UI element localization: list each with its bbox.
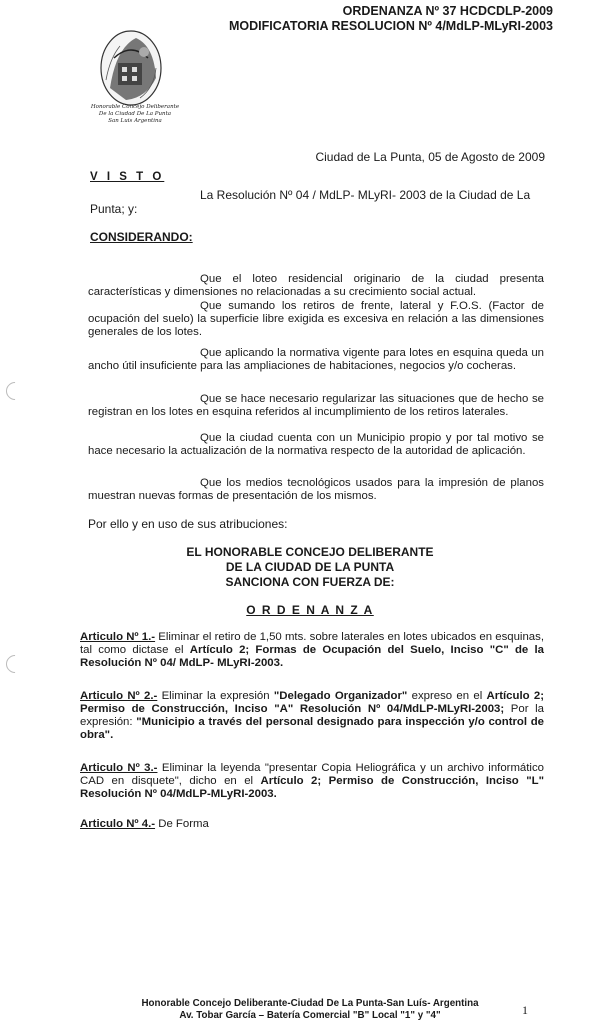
article-2-text-3: Por la expresión: <box>80 703 544 728</box>
page-number: 1 <box>522 1003 528 1017</box>
punch-hole-mark <box>2 651 27 676</box>
article-3-label: Articulo Nº 3.- <box>80 762 158 774</box>
article-3-text: Eliminar la leyenda "presentar Copia Heliográfica y un archivo informático CAD en disquete", dicho en el <box>80 762 544 787</box>
visto-text-1: La Resolución Nº 04 / MdLP- MLyRI- 2003 de la Ciudad de La <box>200 188 531 202</box>
article-2-text-2: expreso en el <box>407 690 487 702</box>
considerando-paragraph-4: Que se hace necesario regularizar las situaciones que de hecho se registran en los lotes en esquina referidos al incumplimiento de los retiros laterales. <box>88 393 544 418</box>
logo-caption-line: De la Ciudad De La Punta <box>98 111 172 117</box>
document-subtitle: MODIFICATORIA RESOLUCION Nº 4/MdLP-MLyRI-2003 <box>228 19 553 33</box>
article-2-text: Eliminar la expresión <box>157 690 274 702</box>
article-1-text: Eliminar el retiro de 1,50 mts. sobre laterales en lotes ubicados en esquinas, tal como dictase el <box>80 631 544 656</box>
council-seal-logo <box>96 28 166 108</box>
article-1-label: Articulo Nº 1.- <box>80 631 156 643</box>
footer-line-1: Honorable Concejo Deliberante-Ciudad De La Punta-San Luís- Argentina <box>141 998 479 1009</box>
sanciona-line-2: DE LA CIUDAD DE LA PUNTA <box>225 560 395 574</box>
considerando-paragraph-6: Que los medios tecnológicos usados para la impresión de planos muestran nuevas formas de presentación de los mismos. <box>88 477 544 502</box>
logo-caption <box>90 104 180 125</box>
article-4-text: De Forma <box>155 818 209 830</box>
article-2-new-expression: "Municipio a través del personal designado para inspección y/o control de obra". <box>80 716 545 741</box>
date-line: Ciudad de La Punta, 05 de Agosto de 2009 <box>315 150 545 164</box>
article-1 <box>80 631 544 670</box>
article-2-old-expression: "Delegado Organizador" <box>273 690 408 702</box>
article-4-label: Articulo Nº 4.- <box>80 818 156 830</box>
article-4 <box>80 818 544 831</box>
sanciona-line-1: EL HONORABLE CONCEJO DELIBERANTE <box>186 545 434 559</box>
article-2 <box>80 690 544 742</box>
footer-line-2: Av. Tobar García – Batería Comercial "B" Local "1" y "4" <box>179 1010 441 1021</box>
article-2-label: Articulo Nº 2.- <box>80 690 158 702</box>
visto-text-2: Punta; y: <box>90 202 138 216</box>
document-number: ORDENANZA Nº 37 HCDCDLP-2009 <box>342 4 553 18</box>
considerando-heading: CONSIDERANDO: <box>90 230 193 244</box>
sanciona-line-3: SANCIONA CON FUERZA DE: <box>225 575 395 589</box>
ordenanza-heading: O R D E N A N Z A <box>246 603 374 617</box>
article-3 <box>80 762 544 801</box>
logo-caption-line: San Luis Argentina <box>108 118 162 124</box>
visto-heading: V I S T O <box>90 171 165 183</box>
considerando-paragraph-5: Que la ciudad cuenta con un Municipio propio y por tal motivo se hace necesario la actualización de la normativa respecto de la autoridad de aplicación. <box>88 432 544 457</box>
considerando-paragraph-2: Que sumando los retiros de frente, lateral y F.O.S. (Factor de ocupación del suelo) la superficie libre exigida es excesiva en relación a las dimensiones generales de los lotes. <box>88 300 544 338</box>
article-3-reference: Artículo 2; Permiso de Construcción, Inciso "L" Resolución Nº 04/MdLP-MLyRI-2003. <box>80 775 544 800</box>
logo-caption-line: Honorable Concejo Deliberante <box>90 104 180 110</box>
punch-hole-mark <box>2 378 27 403</box>
considerando-paragraph-3: Que aplicando la normativa vigente para lotes en esquina queda un ancho útil insuficiente para las ampliaciones de habitaciones, negocios y/o cocheras. <box>88 347 544 372</box>
por-ello-text: Por ello y en uso de sus atribuciones: <box>88 517 288 531</box>
article-1-reference: Artículo 2; Formas de Ocupación del Suelo, Inciso "C" de la Resolución Nº 04/ MdLP- MLyRI-2003. <box>80 644 544 669</box>
considerando-paragraph-1: Que el loteo residencial originario de la ciudad presenta características y dimensiones no relacionadas a su crecimiento social actual. <box>88 273 544 298</box>
article-2-reference: Artículo 2; Permiso de Construcción, Inciso "A" Resolución Nº 04/MdLP-MLyRI-2003; <box>80 690 544 715</box>
